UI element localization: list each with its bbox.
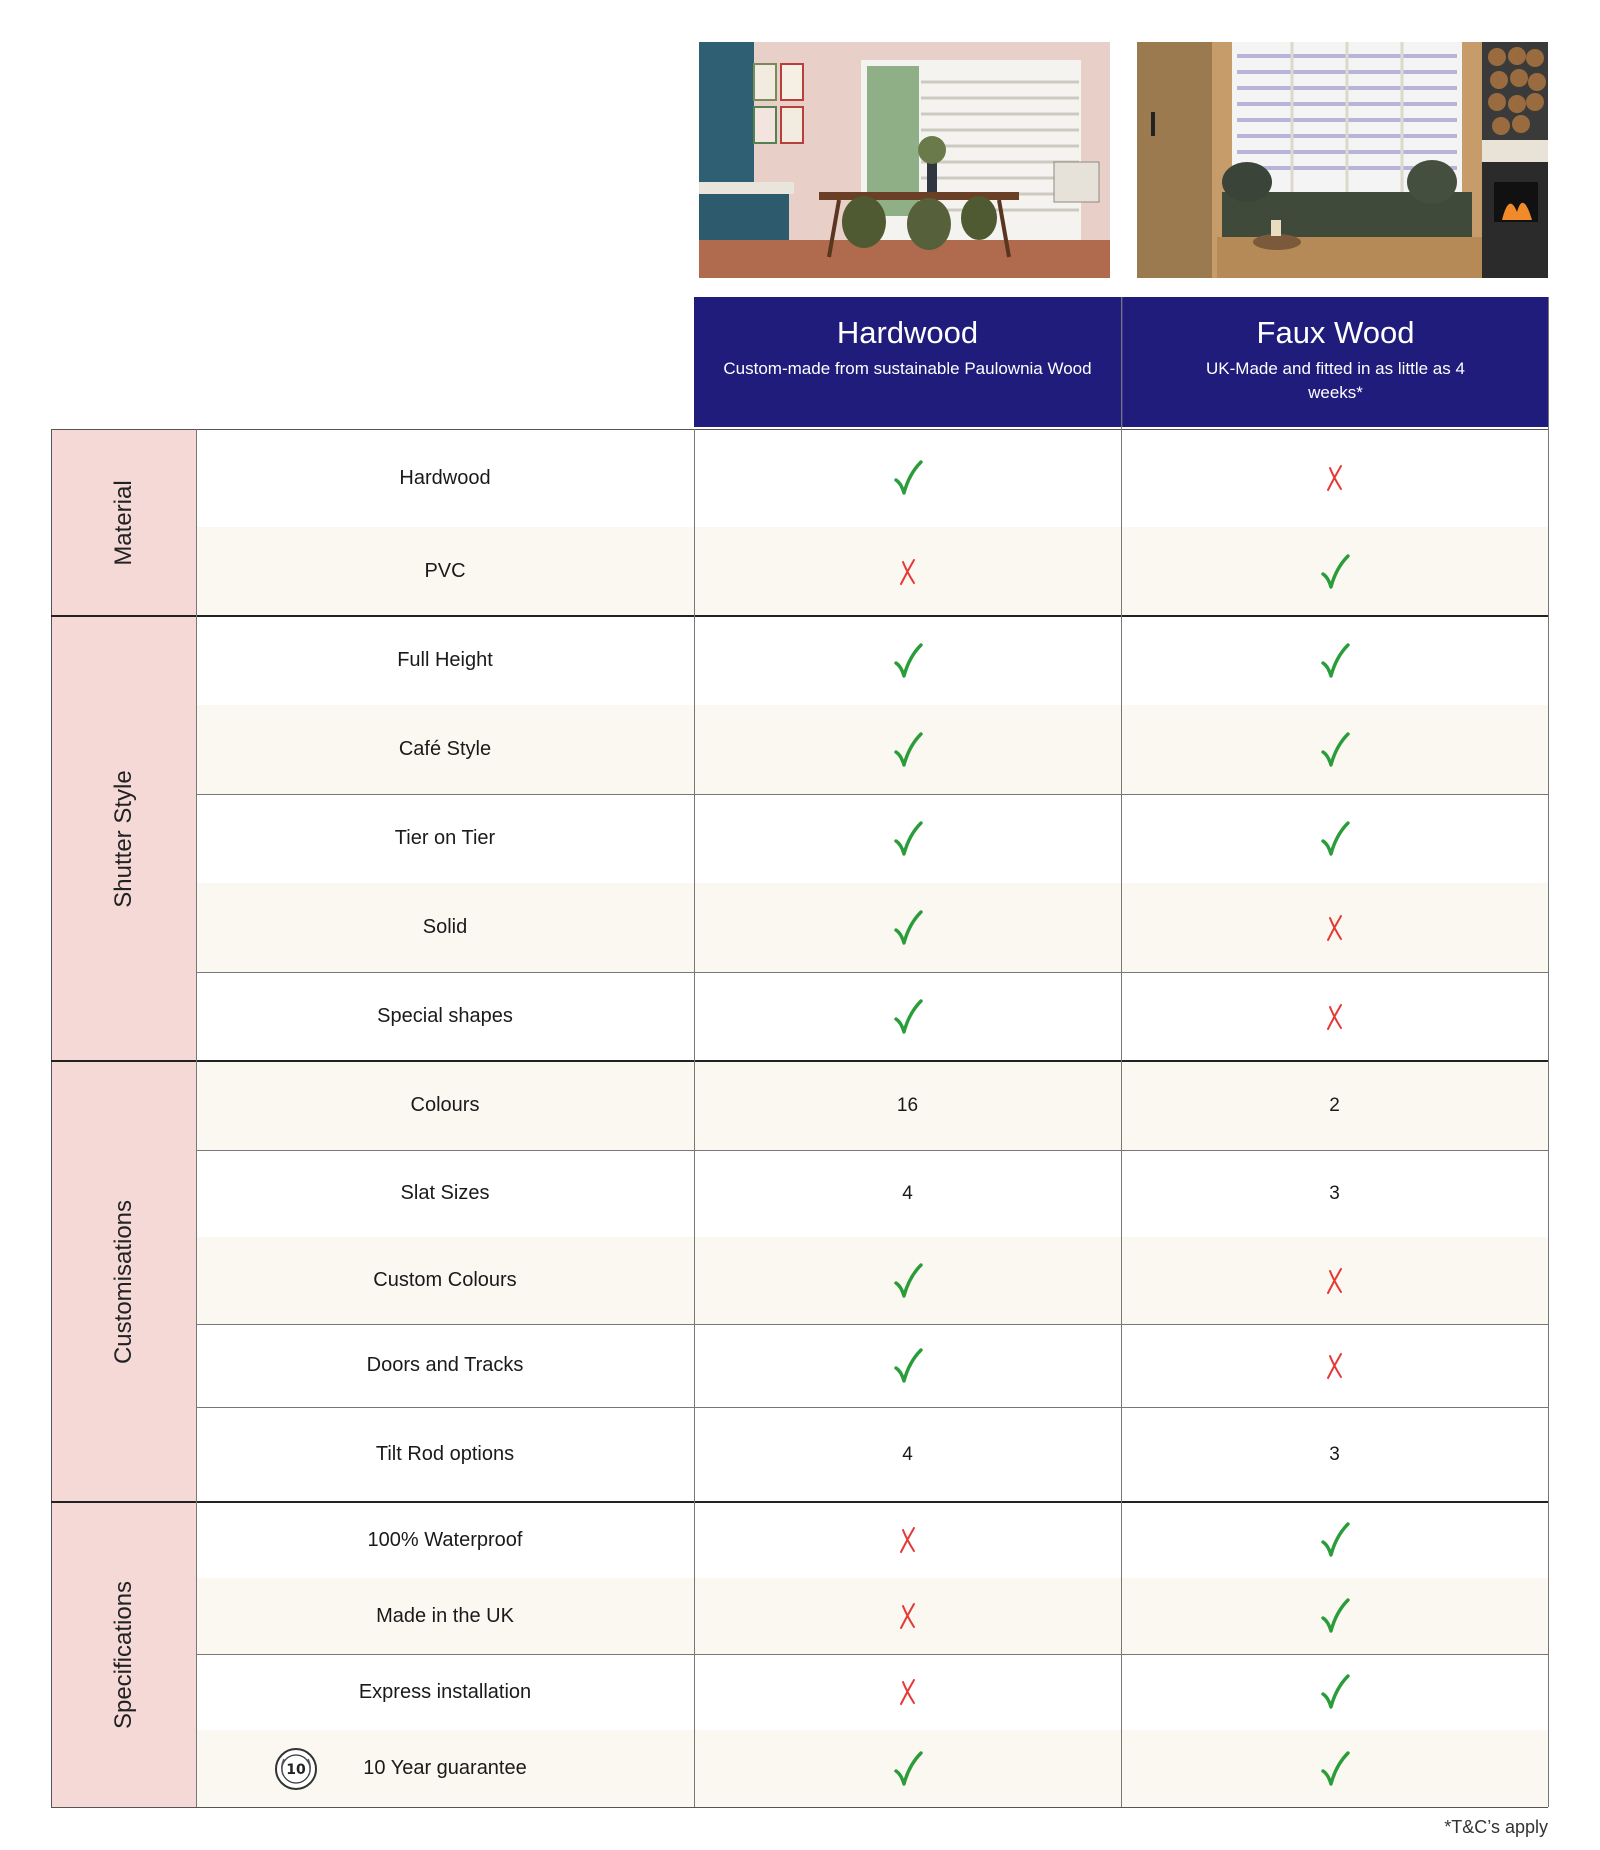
faux-wood-cross-cell (1121, 972, 1548, 1061)
cross-icon (893, 1522, 923, 1558)
feature-label: Hardwood (399, 466, 491, 489)
category-shutter-style (51, 616, 196, 1061)
cross-icon (893, 554, 923, 590)
feature-label: Custom Colours (373, 1269, 517, 1291)
faux-wood-check-cell (1121, 616, 1548, 705)
check-icon (893, 1263, 923, 1299)
feature-label: 100% Waterproof (367, 1528, 523, 1551)
category-label: Material (110, 479, 137, 566)
hardwood-cross-cell (694, 1502, 1121, 1578)
feature-label: Café Style (398, 738, 492, 760)
table-row-10-year-guarantee (196, 1730, 1548, 1807)
hardwood-check-cell (694, 794, 1121, 883)
hardwood-subtitle: Custom-made from sustainable Paulownia Wood (723, 359, 1092, 378)
check-icon (1320, 1598, 1350, 1634)
faux-wood-check-cell (1121, 1578, 1548, 1654)
check-icon (1320, 1674, 1350, 1710)
feature-label: Solid (422, 916, 468, 938)
check-icon (1320, 1751, 1350, 1787)
feature-label: Slat Sizes (400, 1182, 490, 1204)
check-icon (893, 999, 923, 1035)
section-divider (51, 1501, 1548, 1503)
table-row-caf-style (196, 705, 1548, 794)
hardwood-column-header (694, 297, 1121, 427)
check-icon (1320, 1522, 1350, 1558)
table-row-custom-colours (196, 1237, 1548, 1324)
feature-label: Doors and Tracks (366, 1354, 524, 1376)
faux-wood-value-cell: 2 (1329, 1094, 1340, 1116)
faux-wood-cross-cell (1121, 883, 1548, 972)
faux-wood-cross-cell (1121, 429, 1548, 527)
hardwood-check-cell (694, 883, 1121, 972)
badge-number: 10 (286, 1761, 306, 1778)
hardwood-check-cell (694, 616, 1121, 705)
category-label: Specifications (110, 1580, 137, 1729)
cross-icon (1320, 1263, 1350, 1299)
faux-wood-column-header (1122, 297, 1548, 427)
check-icon (893, 460, 923, 496)
check-icon (893, 1348, 923, 1384)
check-icon (893, 910, 923, 946)
hardwood-check-cell (694, 429, 1121, 527)
ten-year-badge-icon (274, 1747, 318, 1791)
feature-label: Colours (410, 1094, 480, 1116)
hardwood-cross-cell (694, 527, 1121, 616)
faux-wood-check-cell (1121, 1502, 1548, 1578)
hardwood-check-cell (694, 1237, 1121, 1324)
feature-label: Full Height (397, 649, 493, 671)
feature-label: Express installation (358, 1680, 532, 1703)
column-divider (694, 429, 695, 1807)
table-row-100-waterproof (196, 1502, 1548, 1578)
cross-icon (1320, 1348, 1350, 1384)
category-label: Shutter Style (110, 769, 137, 908)
column-divider (1548, 297, 1549, 1807)
cross-icon (1320, 910, 1350, 946)
feature-label: Special shapes (377, 1005, 513, 1027)
feature-label: Made in the UK (376, 1604, 514, 1627)
section-divider (51, 615, 1548, 617)
faux-wood-check-cell (1121, 527, 1548, 616)
table-row-full-height (196, 616, 1548, 705)
feature-label: Tier on Tier (394, 827, 496, 849)
category-specifications (51, 1502, 196, 1807)
table-row-tier-on-tier (196, 794, 1548, 883)
hardwood-cross-cell (694, 1578, 1121, 1654)
faux-wood-value-cell: 3 (1329, 1182, 1340, 1204)
table-bottom-border (51, 1807, 1548, 1808)
category-customisations (51, 1061, 196, 1502)
faux-wood-check-cell (1121, 1730, 1548, 1807)
faux-wood-check-cell (1121, 794, 1548, 883)
faux-wood-value-cell: 3 (1329, 1443, 1340, 1465)
check-icon (1320, 732, 1350, 768)
faux-wood-cross-cell (1121, 1324, 1548, 1407)
check-icon (1320, 554, 1350, 590)
check-icon (1320, 643, 1350, 679)
faux-wood-subtitle: UK-Made and fitted in as little as 4 weeks* (1206, 359, 1465, 402)
check-icon (893, 1751, 923, 1787)
faux-wood-title: Faux Wood (1256, 315, 1415, 350)
cross-icon (1320, 999, 1350, 1035)
dining-room-shutters-photo (699, 42, 1110, 278)
category-label: Customisations (110, 1199, 137, 1364)
table-row-tilt-rod-options (196, 1407, 1548, 1502)
section-divider (51, 1060, 1548, 1062)
table-row-express-installation (196, 1654, 1548, 1730)
feature-label: PVC (424, 560, 466, 582)
feature-label: Tilt Rod options (375, 1443, 515, 1465)
window-seat-shutters-photo (1137, 42, 1548, 278)
hardwood-check-cell (694, 1324, 1121, 1407)
faux-wood-check-cell (1121, 705, 1548, 794)
table-row-pvc (196, 527, 1548, 616)
cross-icon (893, 1598, 923, 1634)
category-material (51, 429, 196, 616)
table-row-colours (196, 1061, 1548, 1150)
hardwood-check-cell (694, 705, 1121, 794)
table-row-hardwood (196, 429, 1548, 527)
cross-icon (893, 1674, 923, 1710)
section-divider (51, 429, 1548, 430)
hardwood-check-cell (694, 972, 1121, 1061)
table-row-special-shapes (196, 972, 1548, 1061)
hardwood-title: Hardwood (836, 315, 979, 350)
column-divider (1121, 297, 1122, 1807)
cross-icon (1320, 460, 1350, 496)
faux-wood-check-cell (1121, 1654, 1548, 1730)
table-row-slat-sizes (196, 1150, 1548, 1237)
terms-footnote: *T&C’s apply (1444, 1817, 1548, 1837)
faux-wood-cross-cell (1121, 1237, 1548, 1324)
table-row-doors-and-tracks (196, 1324, 1548, 1407)
feature-label: 10 Year guarantee (363, 1757, 527, 1779)
hardwood-cross-cell (694, 1654, 1121, 1730)
hardwood-value-cell: 16 (896, 1094, 919, 1116)
hardwood-value-cell: 4 (902, 1443, 913, 1465)
table-row-solid (196, 883, 1548, 972)
table-row-made-in-the-uk (196, 1578, 1548, 1654)
column-divider (196, 429, 197, 1807)
check-icon (893, 643, 923, 679)
check-icon (893, 821, 923, 857)
hardwood-value-cell: 4 (902, 1182, 913, 1204)
check-icon (1320, 821, 1350, 857)
check-icon (893, 732, 923, 768)
hardwood-check-cell (694, 1730, 1121, 1807)
